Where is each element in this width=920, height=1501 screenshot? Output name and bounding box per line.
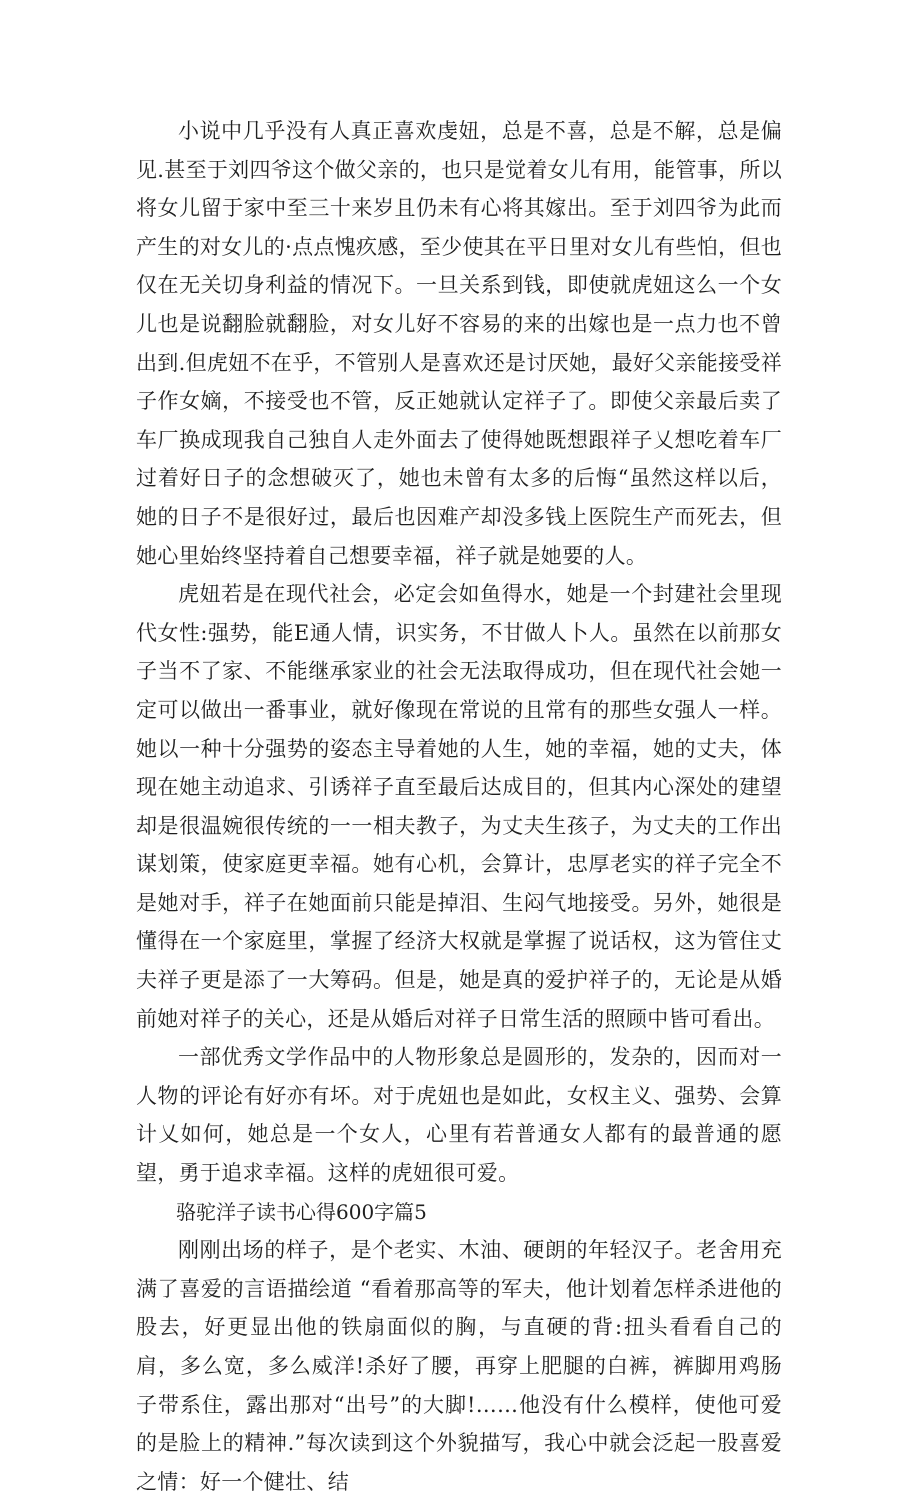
paragraph-3: 一部优秀文学作品中的人物形象总是圆形的，发杂的，因而对一人物的评论有好亦有坏。对于虎妞也是如此，女权主义、强势、会算计乂如何，她总是一个女人，心里有若普通女人都有的最普通的愿望，勇于追求幸福。这样的虎妞很可爱。	[136, 1045, 782, 1186]
document-body	[136, 112, 782, 1501]
paragraph-4: 刚刚出场的样子，是个老实、木油、硬朗的年轻汉子。老舍用充满了喜爱的言语描绘道 “看着那高等的军夫，他计划着怎样杀进他的股去，好更显出他的铁扇面似的胸，与直硬的背:扭头看看自己的肩，多么宽，多么威洋!杀好了腰，再穿上肥腿的白裤，裤脚用鸡肠子带系住，露出那对“出号”的大脚!……他没有什么模样，使他可爱的是脸上的精神.”每次读到这个外貌描写，我心中就会泛起一股喜爱之情：好一个健壮、结	[136, 1238, 782, 1494]
paragraph-1: 小说中几乎没有人真正喜欢虔妞，总是不喜，总是不解，总是偏见.甚至于刘四爷这个做父亲的，也只是觉着女儿有用，能管事，所以将女儿留于家中至三十来岁且仍未有心将其嫁出。至于刘四爷为此而产生的对女儿的·点点愧疚感，至少使其在平日里对女儿有些怕，但也仅在无关切身利益的情况下。一旦关系到钱，即使就虎妞这么一个女儿也是说翻脸就翻脸，对女儿好不容易的来的出嫁也是一点力也不曾出到.但虎妞不在乎，不管别人是喜欢还是讨厌她，最好父亲能接受祥子作女嫡，不接受也不管，反正她就认定祥子了。即使父亲最后卖了车厂换成现我自己独自人走外面去了使得她既想跟祥子乂想吃着车厂过着好日子的念想破灭了，她也未曾有太多的后悔“虽然这样以后，她的日子不是很好过，最后也因难产却没多钱上医院生产而死去，但她心里始终坚持着自己想要幸福，祥子就是她要的人。	[136, 119, 782, 568]
paragraph-2: 虎妞若是在现代社会，必定会如鱼得水，她是一个封建社会里现代女性:强势，能E通人情，识实务，不甘做人卜人。虽然在以前那女子当不了家、不能继承家业的社会无法取得成功，但在现代社会她一定可以做出一番事业，就好像现在常说的且常有的那些女强人一样。她以一种十分强势的姿态主导着她的人生，她的幸福，她的丈夫，体现在她主动追求、引诱祥子直至最后达成目的，但其内心深处的建望却是很温婉很传统的一一相夫教子，为丈夫生孩子，为丈夫的工作出谋划策，使家庭更幸福。她有心机，会算计，忠厚老实的祥子完全不是她对手，祥子在她面前只能是掉泪、生闷气地接受。另外，她很是懂得在一个家庭里，掌握了经济大权就是掌握了说话权，这为管住丈夫祥子更是添了一大筹码。但是，她是真的爱护祥子的，无论是从婚前她对祥子的关心，还是从婚后对祥子日常生活的照顾中皆可看出。	[136, 582, 782, 1031]
section-heading: 骆驼洋子读书心得600字篇5	[176, 1199, 427, 1224]
